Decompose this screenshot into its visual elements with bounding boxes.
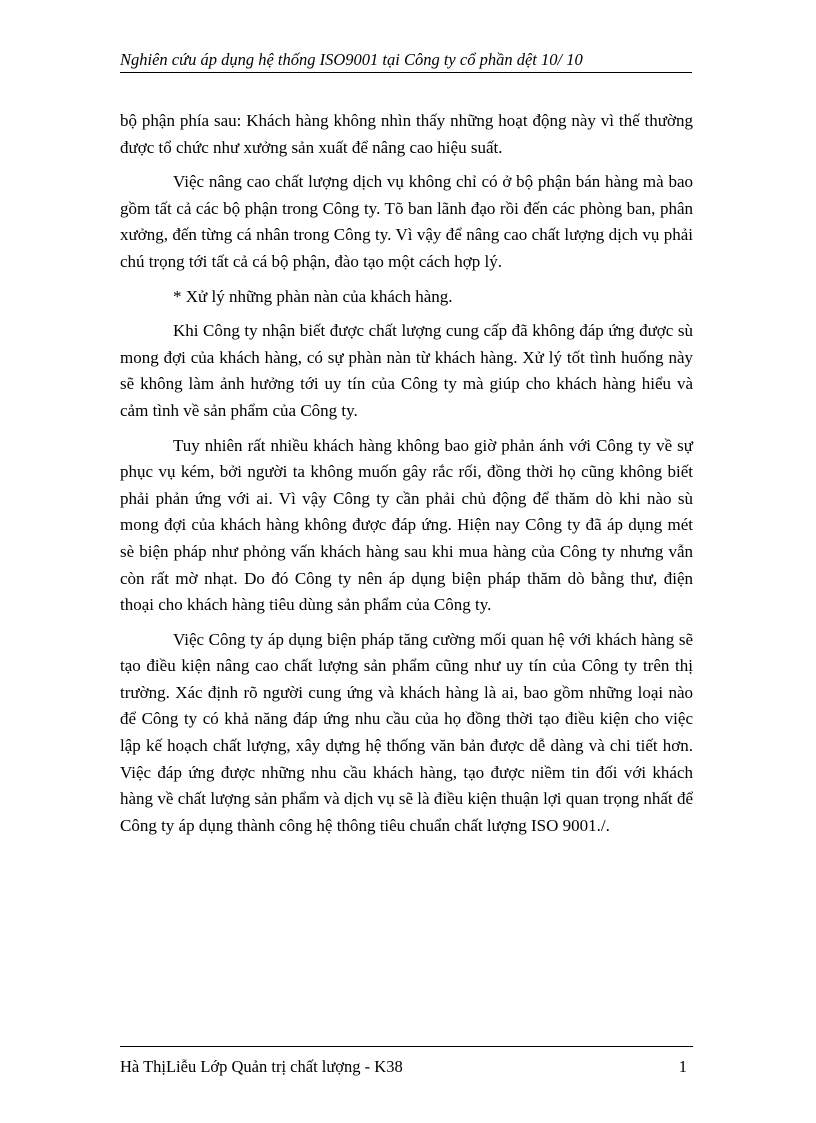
paragraph-3-heading: * Xử lý những phàn nàn của khách hàng. xyxy=(173,286,453,306)
paragraph-2: Việc nâng cao chất lượng dịch vụ không chỉ có ở bộ phận bán hàng mà bao gồm tất cả các bộ phận trong Công ty. Tõ ban lãnh đạo rồi đến các phòng ban, phân xưởng, đến từng cá nhân trong Công ty. Vì vậy để nâng cao chất lượng dịch vụ phải chú trọng tới tất cả cá bộ phận, đào tạo một cách hợp lý. xyxy=(120,172,693,271)
page-footer xyxy=(120,1046,693,1077)
paragraph-4: Khi Công ty nhận biết được chất lượng cung cấp đã không đáp ứng được sù mong đợi của khách hàng, có sự phàn nàn từ khách hàng. Xử lý tốt tình huống này sẽ không làm ảnh hưởng tới uy tín của Công ty mà giúp cho khách hàng hiểu và cảm tình về sản phẩm của Công ty. xyxy=(120,321,693,420)
paragraph-1: bộ phận phía sau: Khách hàng không nhìn thấy những hoạt động này vì thế thường được tổ chức như xưởng sản xuất để nâng cao hiệu suất. xyxy=(120,111,693,157)
document-body xyxy=(120,108,693,847)
paragraph-6: Việc Công ty áp dụng biện pháp tăng cường mối quan hệ với khách hàng sẽ tạo điều kiện nâng cao chất lượng sản phẩm cũng như uy tín của Công ty trên thị trường. Xác định rõ người cung ứng và khách hàng là ai, bao gồm những loại nào để Công ty có khả năng đáp ứng nhu cầu của họ đồng thời tạo điều kiện cho việc lập kế hoạch chất lượng, xây dựng hệ thống văn bản được dễ dàng và chi tiết hơn. Việc đáp ứng được những nhu cầu khách hàng, tạo được niềm tin đối với khách hàng về chất lượng sản phẩm và dịch vụ sẽ là điều kiện thuận lợi quan trọng nhất để Công ty áp dụng thành công hệ thông tiêu chuẩn chất lượng ISO 9001./. xyxy=(120,629,693,835)
footer-author: Hà ThịLiễu Lớp Quản trị chất lượng - K38 xyxy=(120,1057,403,1076)
header-title: Nghiên cứu áp dụng hệ thống ISO9001 tại Công ty cổ phần dệt 10/ 10 xyxy=(120,50,583,69)
paragraph-5: Tuy nhiên rất nhiều khách hàng không bao giờ phản ánh với Công ty về sự phục vụ kém, bởi người ta không muốn gây rắc rối, đồng thời họ cũng không biết phải phản ứng với ai. Vì vậy Công ty cần phải chủ động để thăm dò khi nào sù mong đợi của khách hàng không được đáp ứng. Hiện nay Công ty đã áp dụng mét sè biện pháp như phỏng vấn khách hàng sau khi mua hàng của Công ty nhưng vẫn còn rất mờ nhạt. Do đó Công ty nên áp dụng biện pháp thăm dò bằng thư, điện thoại cho khách hàng tiêu dùng sản phẩm của Công ty. xyxy=(120,435,693,615)
page-number: 1 xyxy=(678,1057,687,1076)
page-header xyxy=(120,50,692,73)
